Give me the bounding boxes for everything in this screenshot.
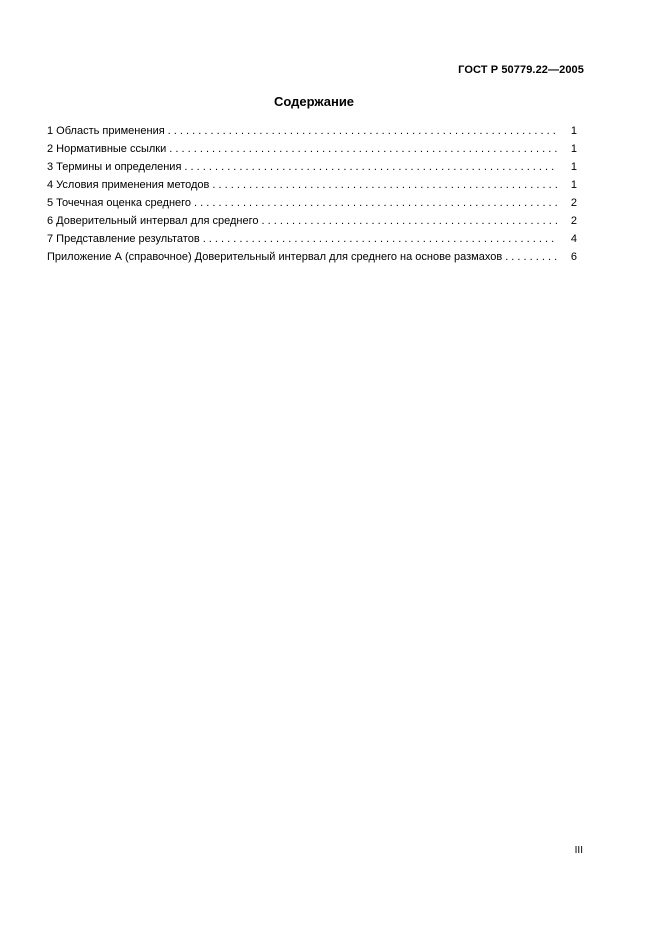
toc-entry-label: Приложение А (справочное) Доверительный интервал для среднего на основе размахов [47,251,503,263]
toc-entry-page: 1 [570,161,577,173]
toc-entry-4[interactable] [47,176,577,194]
toc-entry-label: 5 Точечная оценка среднего [47,197,192,209]
toc-dot-leader [262,212,558,230]
page-number: III [574,845,583,856]
toc-entry-6[interactable] [47,212,577,230]
toc-entry-5[interactable] [47,194,577,212]
toc-entry-appendix-a[interactable] [47,248,577,266]
toc-dot-leader [168,122,557,140]
toc-dot-leader [203,230,557,248]
toc-entry-label: 2 Нормативные ссылки [47,143,167,155]
toc-entry-page: 1 [570,143,577,155]
toc-entry-label: 7 Представление результатов [47,233,200,245]
toc-entry-2[interactable] [47,140,577,158]
toc-entry-label: 3 Термины и определения [47,161,182,173]
toc-entry-page: 1 [570,179,577,191]
toc-entry-page: 2 [570,197,577,209]
toc-entry-page: 6 [570,251,577,263]
toc-dot-leader [212,176,557,194]
toc-entry-label: 6 Доверительный интервал для среднего [47,215,259,227]
toc-dot-leader [505,248,557,266]
toc-entry-page: 1 [570,125,577,137]
toc-dot-leader [194,194,557,212]
toc-entry-page: 2 [570,215,577,227]
toc-entry-1[interactable] [47,122,577,140]
toc-entry-7[interactable] [47,230,577,248]
table-of-contents [47,122,577,266]
toc-entry-label: 4 Условия применения методов [47,179,210,191]
toc-dot-leader [169,140,557,158]
toc-entry-label: 1 Область применения [47,125,165,137]
toc-title: Содержание [273,94,355,109]
toc-entry-page: 4 [570,233,577,245]
toc-entry-3[interactable] [47,158,577,176]
toc-dot-leader [184,158,557,176]
document-code: ГОСТ Р 50779.22—2005 [458,64,584,76]
